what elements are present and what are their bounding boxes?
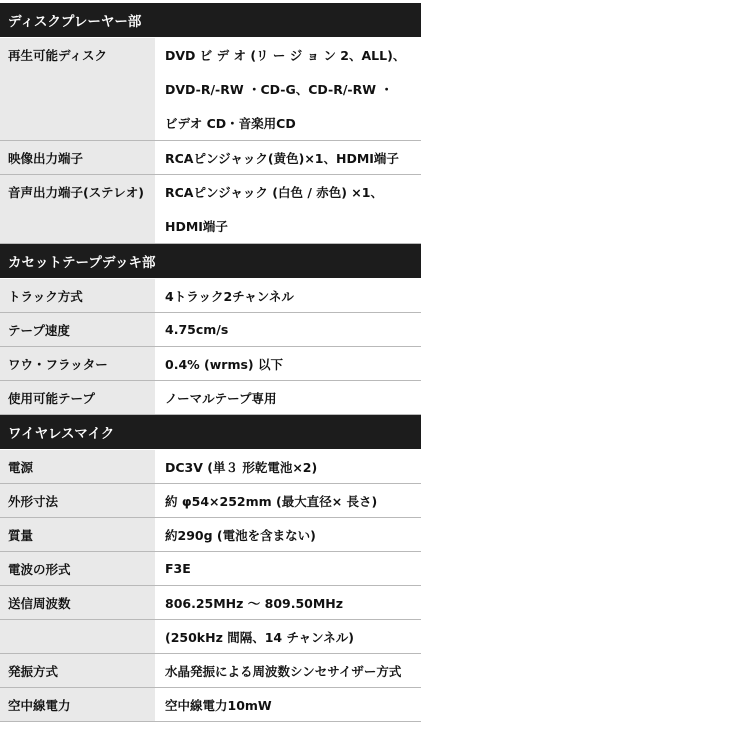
spec-value: 空中線電力10mW: [165, 697, 272, 713]
spec-label: 使用可能テープ: [0, 381, 155, 414]
spec-row-oscillation: [0, 654, 421, 688]
spec-value: DC3V (単３ 形乾電池×2): [165, 459, 318, 475]
spec-row-track-format: [0, 279, 421, 313]
spec-row-tx-frequency: [0, 586, 421, 620]
spec-label: 映像出力端子: [0, 141, 155, 174]
spec-row-antenna-power: [0, 688, 421, 722]
spec-value: 806.25MHz 〜 809.50MHz: [165, 595, 344, 611]
spec-row-tx-frequency-spacing: [0, 620, 421, 654]
spec-row-video-output: [0, 141, 421, 175]
spec-label: [0, 620, 155, 653]
spec-value: 4トラック2チャンネル: [165, 288, 294, 304]
section-header-wireless-mic: ワイヤレスマイク: [0, 415, 421, 450]
section-header-disc-player: ディスクプレーヤー部: [0, 3, 421, 38]
spec-row-playable-discs: [0, 38, 421, 141]
spec-row-dimensions: [0, 484, 421, 518]
spec-value: 0.4% (wrms) 以下: [165, 356, 283, 372]
spec-row-audio-output: [0, 175, 421, 244]
spec-row-emission-type: [0, 552, 421, 586]
section-header-cassette-deck: カセットテープデッキ部: [0, 244, 421, 279]
spec-label: テープ速度: [0, 313, 155, 346]
spec-label: 送信周波数: [0, 586, 155, 619]
spec-value: F3E: [165, 561, 191, 576]
spec-value: RCAピンジャック(黄色)×1、HDMI端子: [165, 150, 399, 166]
spec-row-tape-speed: [0, 313, 421, 347]
spec-value: DVD ビ デ オ (リ ー ジ ョ ン 2、ALL)、 DVD-R/-RW ・CD-G、CD-R/-RW ・ ビデオ CD・音楽用CD: [165, 48, 406, 131]
spec-value: 4.75cm/s: [165, 322, 229, 337]
spec-label: 外形寸法: [0, 484, 155, 517]
spec-table: [0, 3, 421, 722]
spec-label: 音声出力端子(ステレオ): [0, 175, 155, 243]
spec-row-wow-flutter: [0, 347, 421, 381]
spec-label: ワウ・フラッター: [0, 347, 155, 380]
spec-row-usable-tape: [0, 381, 421, 415]
spec-value: RCAピンジャック (白色 / 赤色) ×1、 HDMI端子: [165, 185, 383, 234]
spec-value: 水晶発振による周波数シンセサイザー方式: [165, 663, 402, 679]
spec-label: 発振方式: [0, 654, 155, 687]
spec-value: 約 φ54×252mm (最大直径× 長さ): [165, 493, 378, 509]
spec-label: 空中線電力: [0, 688, 155, 721]
spec-row-mass: [0, 518, 421, 552]
spec-label: 質量: [0, 518, 155, 551]
spec-row-power-source: [0, 450, 421, 484]
spec-value: ノーマルテープ専用: [165, 390, 277, 406]
spec-value: 約290g (電池を含まない): [165, 527, 316, 543]
spec-label: トラック方式: [0, 279, 155, 312]
spec-value: (250kHz 間隔、14 チャンネル): [165, 629, 354, 645]
blank-margin: [441, 0, 750, 750]
spec-label: 電波の形式: [0, 552, 155, 585]
spec-label: 再生可能ディスク: [0, 38, 155, 140]
spec-label: 電源: [0, 450, 155, 483]
